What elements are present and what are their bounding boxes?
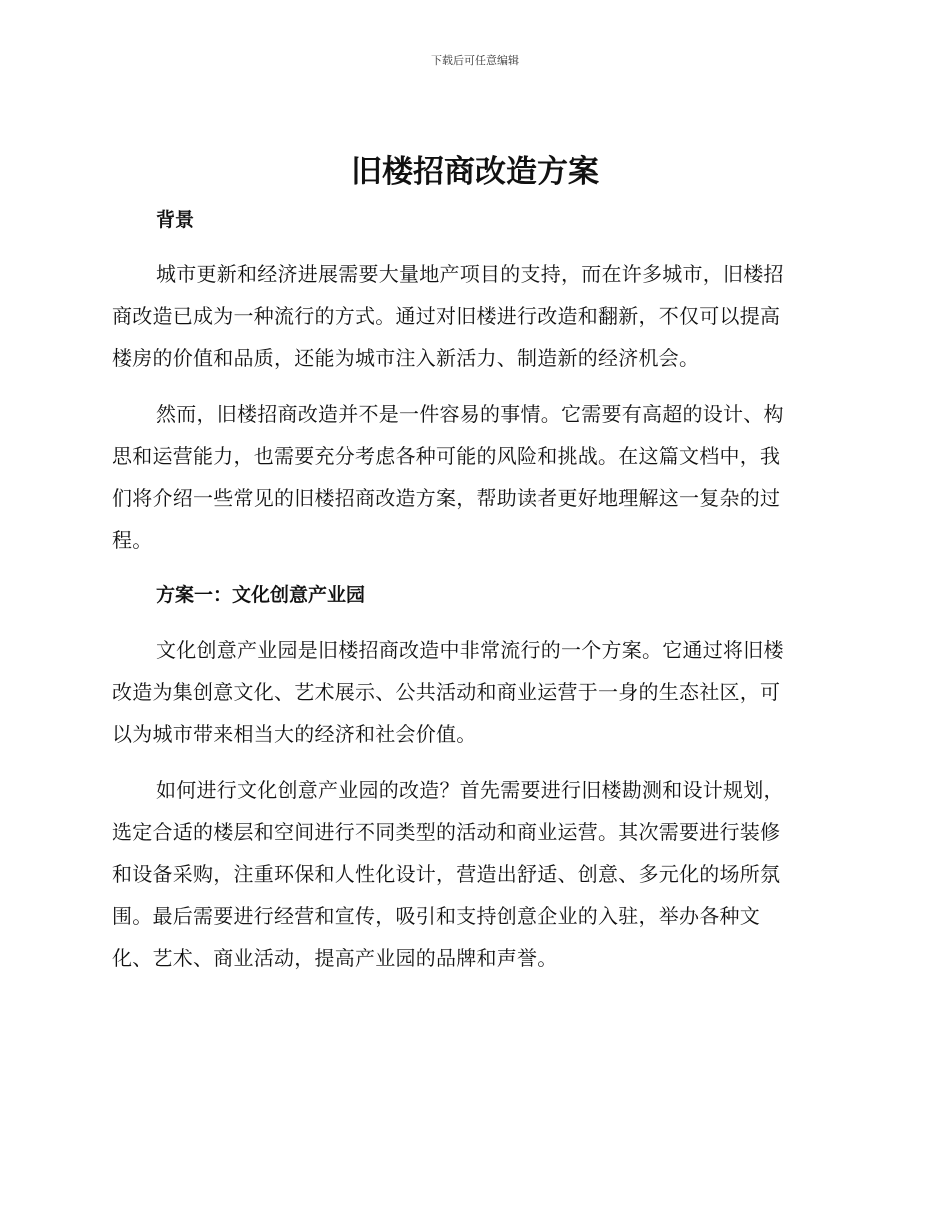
paragraph — [112, 253, 828, 379]
paragraph — [112, 393, 828, 561]
paragraph-line: 如何进行文化创意产业园的改造？首先需要进行旧楼勘测和设计规划， — [156, 778, 784, 802]
paragraph-line: 城市更新和经济进展需要大量地产项目的支持，而在许多城市，旧楼招 — [156, 262, 784, 286]
paragraph-line: 然而，旧楼招商改造并不是一件容易的事情。它需要有高超的设计、构 — [156, 402, 784, 426]
paragraph-line: 思和运营能力，也需要充分考虑各种可能的风险和挑战。在这篇文档中，我 — [112, 444, 781, 468]
paragraph-line: 选定合适的楼层和空间进行不同类型的活动和商业运营。其次需要进行装修 — [112, 820, 781, 844]
paragraph-line: 楼房的价值和品质，还能为城市注入新活力、制造新的经济机会。 — [112, 346, 700, 370]
paragraph — [112, 629, 828, 755]
paragraph-line: 商改造已成为一种流行的方式。通过对旧楼进行改造和翻新，不仅可以提高 — [112, 304, 781, 328]
section-heading-background: 背景 — [156, 209, 195, 231]
paragraph-line: 化、艺术、商业活动，提高产业园的品牌和声誉。 — [112, 946, 558, 970]
paragraph-line: 和设备采购，注重环保和人性化设计，营造出舒适、创意、多元化的场所氛 — [112, 862, 781, 886]
paragraph-line: 文化创意产业园是旧楼招商改造中非常流行的一个方案。它通过将旧楼 — [156, 638, 784, 662]
paragraph-line: 围。最后需要进行经营和宣传，吸引和支持创意企业的入驻，举办各种文 — [112, 904, 760, 928]
page-header: 下载后可任意编辑 — [431, 54, 519, 67]
paragraph-line: 以为城市带来相当大的经济和社会价值。 — [112, 722, 477, 746]
document-title: 旧楼招商改造方案 — [351, 154, 599, 190]
paragraph-line: 程。 — [112, 528, 153, 552]
paragraph — [112, 769, 828, 979]
section-heading-plan-one: 方案一：文化创意产业园 — [156, 584, 366, 606]
paragraph-line: 们将介绍一些常见的旧楼招商改造方案，帮助读者更好地理解这一复杂的过 — [112, 486, 781, 510]
paragraph-line: 改造为集创意文化、艺术展示、公共活动和商业运营于一身的生态社区，可 — [112, 680, 781, 704]
